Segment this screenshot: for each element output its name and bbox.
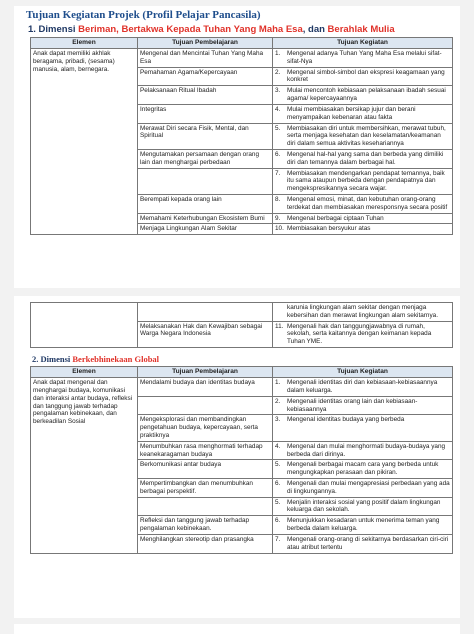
item-text: Mengenali identitas diri dan kebiasaan-kebiasaannya dalam keluarga. [287, 379, 438, 394]
tujuan-kegiatan-cell [273, 479, 453, 498]
tujuan-kegiatan-item [275, 416, 450, 424]
tujuan-kegiatan-item [275, 304, 450, 320]
tujuan-kegiatan-cell [273, 321, 453, 347]
dimension-1-name-a: Beriman, Bertakwa Kepada Tuhan Yang Maha Esa [78, 24, 303, 35]
item-text: Membiasakan mendengarkan pendapat temannya, baik itu sama ataupun berbeda dengan pendapatnya dan mengekspresikannya secara wajar. [287, 169, 445, 193]
item-text: Membiasakan bersyukur atas [287, 225, 371, 233]
elemen-cell [31, 303, 138, 348]
tujuan-pembelajaran-cell: Pemahaman Agama/Kepercayaan [138, 67, 273, 86]
tujuan-kegiatan-item [275, 196, 450, 212]
tujuan-kegiatan-item [275, 170, 450, 193]
header-elemen: Elemen [31, 38, 138, 49]
tujuan-kegiatan-cell [273, 441, 453, 460]
tujuan-pembelajaran-cell [138, 168, 273, 194]
dimension-2-heading [14, 348, 460, 366]
tujuan-pembelajaran-cell: Menumbuhkan rasa menghormati terhadap keanekaragaman budaya [138, 441, 273, 460]
item-number: 5. [275, 461, 281, 469]
item-number: 6. [275, 150, 281, 158]
item-number: 7. [275, 169, 281, 177]
item-text: Mengenal berbagai ciptaan Tuhan [287, 214, 384, 222]
page-2 [14, 296, 460, 618]
item-text: karunia lingkungan alam sekitar dengan menjaga kebersihan dan merawat lingkungan alam sekitarnya. [287, 304, 438, 319]
tujuan-kegiatan-item [275, 50, 450, 66]
tujuan-kegiatan-cell [273, 49, 453, 68]
item-text: Mengenali dan mulai mengapresiasi perbedaan yang ada di lingkungannya. [287, 480, 450, 495]
tujuan-kegiatan-cell [273, 104, 453, 123]
item-number: 4. [275, 442, 281, 450]
tujuan-pembelajaran-cell: Berempati kepada orang lain [138, 195, 273, 214]
tujuan-pembelajaran-cell [138, 497, 273, 516]
item-number: 5. [275, 498, 281, 506]
item-number: 11. [275, 322, 284, 330]
item-text: Mengenali orang-orang di sekitarnya berdasarkan ciri-ciri atau atribut tertentu [287, 535, 449, 551]
tujuan-kegiatan-cell [273, 303, 453, 322]
page-1 [14, 6, 460, 288]
tujuan-pembelajaran-cell: Menghilangkan stereotip dan prasangka [138, 534, 273, 553]
item-number: 3. [275, 87, 281, 95]
tujuan-pembelajaran-cell: Mengutamakan persamaan dengan orang lain dan menghargai perbedaan [138, 149, 273, 168]
tujuan-kegiatan-item [275, 461, 450, 477]
table-row [31, 49, 453, 68]
item-number: 3. [275, 416, 281, 424]
item-text: Mengenali hak dan tanggungjawabnya di rumah, sekolah, serta kaitannya dengan keimanan kepada Tuhan YME. [287, 322, 432, 346]
item-text: Mengenali identitas orang lain dan kebiasaan-kebiasaannya [287, 397, 418, 413]
table-dimension-2 [30, 366, 453, 553]
tujuan-kegiatan-item [275, 443, 450, 459]
tujuan-kegiatan-item [275, 69, 450, 85]
page-title: Tujuan Kegiatan Projek (Profil Pelajar Pancasila) [26, 9, 261, 21]
item-number [275, 304, 287, 320]
item-number: 6. [275, 517, 281, 525]
tujuan-kegiatan-cell [273, 516, 453, 535]
tujuan-pembelajaran-cell: Mendalami budaya dan identitas budaya [138, 378, 273, 397]
item-text: Menunjukkan kesadaran untuk menerima teman yang berbeda dalam keluarga. [287, 517, 440, 533]
tujuan-pembelajaran-cell: Menjaga Lingkungan Alam Sekitar [138, 224, 273, 235]
table-dimension-1 [30, 37, 453, 235]
table-dimension-1-continued [30, 302, 453, 348]
tujuan-kegiatan-cell [273, 396, 453, 415]
tujuan-kegiatan-cell [273, 378, 453, 397]
tujuan-kegiatan-item [275, 106, 450, 122]
tujuan-kegiatan-cell [273, 224, 453, 235]
tujuan-pembelajaran-cell: Berkomunikasi antar budaya [138, 460, 273, 479]
item-number: 10. [275, 225, 284, 233]
tujuan-kegiatan-item [275, 87, 450, 103]
tujuan-kegiatan-item [275, 215, 450, 223]
dimension-2-name: Berkebhinekaan Global [72, 354, 160, 365]
tujuan-kegiatan-cell [273, 67, 453, 86]
tujuan-kegiatan-cell [273, 460, 453, 479]
table-header-row [31, 367, 453, 378]
item-text: Mengenal identitas budaya yang berbeda [287, 416, 405, 424]
header-tujuan-pembelajaran: Tujuan Pembelajaran [138, 38, 273, 49]
item-text: Mengenal emosi, minat, dan kebutuhan orang-orang terdekat dan membiasakan meresponsnya secara positif [287, 196, 448, 211]
tujuan-kegiatan-cell [273, 168, 453, 194]
item-number: 1. [275, 50, 281, 58]
header-tujuan-kegiatan: Tujuan Kegiatan [273, 367, 453, 378]
dimension-1-name-b: Berahlak Mulia [327, 24, 395, 35]
table-row [31, 378, 453, 397]
tujuan-kegiatan-item [275, 225, 450, 233]
tujuan-kegiatan-item [275, 323, 450, 346]
tujuan-kegiatan-cell [273, 195, 453, 214]
tujuan-kegiatan-item [275, 517, 450, 533]
item-number: 4. [275, 105, 281, 113]
table-header-row [31, 38, 453, 49]
item-number: 7. [275, 535, 281, 543]
table-row [31, 303, 453, 322]
tujuan-pembelajaran-cell: Mengenal dan Mencintai Tuhan Yang Maha Esa [138, 49, 273, 68]
item-text: Mengenal adanya Tuhan Yang Maha Esa melalui sifat-sifat-Nya [287, 50, 442, 65]
item-text: Mengenal hal-hal yang sama dan berbeda yang dimiliki diri dan temannya dalam berbagai hal. [287, 150, 444, 166]
tujuan-kegiatan-cell [273, 123, 453, 149]
tujuan-pembelajaran-cell: Melaksanakan Hak dan Kewajiban sebagai Warga Negara Indonesia [138, 321, 273, 347]
item-text: Mulai membiasakan bersikap jujur dan berani menyampaikan kebenaran atau fakta [287, 105, 416, 121]
tujuan-pembelajaran-cell [138, 396, 273, 415]
item-number: 8. [275, 196, 281, 204]
tujuan-kegiatan-cell [273, 534, 453, 553]
dimension-1-prefix: 1. Dimensi [28, 24, 79, 35]
item-text: Mengenali berbagai macam cara yang berbeda untuk mengungkapkan perasaan dan pikiran. [287, 461, 439, 477]
dimension-1-connector: , dan [302, 24, 328, 35]
tujuan-pembelajaran-cell [138, 303, 273, 322]
header-elemen: Elemen [31, 367, 138, 378]
header-tujuan-kegiatan: Tujuan Kegiatan [273, 38, 453, 49]
item-text: Mengenal simbol-simbol dan ekspresi keagamaan yang konkret [287, 68, 445, 84]
tujuan-kegiatan-cell [273, 86, 453, 105]
dimension-1-heading [14, 21, 460, 37]
item-number: 9. [275, 214, 281, 222]
tujuan-kegiatan-cell [273, 149, 453, 168]
tujuan-pembelajaran-cell: Integritas [138, 104, 273, 123]
item-text: Mulai mencontoh kebiasaan pelaksanaan ibadah sesuai agama/ kepercayaannya [287, 87, 446, 103]
elemen-cell: Anak dapat mengenal dan menghargai budaya, komunikasi dan interaksi antar budaya, refleksi dan tanggung jawab terhadap pengalaman kebinekaan, dan berkeadilan Sosial [31, 378, 138, 553]
tujuan-kegiatan-item [275, 480, 450, 496]
tujuan-kegiatan-cell [273, 213, 453, 224]
tujuan-kegiatan-cell [273, 497, 453, 516]
tujuan-kegiatan-item [275, 151, 450, 167]
item-number: 2. [275, 397, 281, 405]
header-tujuan-pembelajaran: Tujuan Pembelajaran [138, 367, 273, 378]
item-number: 5. [275, 124, 281, 132]
tujuan-kegiatan-item [275, 536, 450, 552]
item-number: 1. [275, 379, 281, 387]
dimension-2-prefix: 2. Dimensi [32, 354, 73, 365]
item-text: Menjalin interaksi sosial yang positif dalam lingkungan keluarga dan sekolah. [287, 498, 441, 514]
tujuan-kegiatan-item [275, 379, 450, 395]
tujuan-kegiatan-cell [273, 415, 453, 441]
tujuan-pembelajaran-cell: Memahami Keterhubungan Ekosistem Bumi [138, 213, 273, 224]
item-text: Membiasakan diri untuk membersihkan, merawat tubuh, serta menjaga kesehatan dan keselamatan/keamanan diri dalam semua aktivitas kesehariannya [287, 124, 446, 148]
tujuan-kegiatan-item [275, 398, 450, 414]
tujuan-pembelajaran-cell: Mempertimbangkan dan menumbuhkan berbagai perspektif. [138, 479, 273, 498]
item-number: 2. [275, 68, 281, 76]
tujuan-pembelajaran-cell: Merawat Diri secara Fisik, Mental, dan Spiritual [138, 123, 273, 149]
tujuan-pembelajaran-cell: Refleksi dan tanggung jawab terhadap pengalaman kebinekaan. [138, 516, 273, 535]
page-3-top-edge [14, 624, 460, 634]
tujuan-pembelajaran-cell: Pelaksanaan Ritual Ibadah [138, 86, 273, 105]
tujuan-kegiatan-item [275, 125, 450, 148]
elemen-cell: Anak dapat memiliki akhlak beragama, pribadi, (sesama) manusia, alam, bernegara. [31, 49, 138, 235]
tujuan-kegiatan-item [275, 499, 450, 515]
tujuan-pembelajaran-cell: Mengeksplorasi dan membandingkan pengetahuan budaya, kepercayaan, serta praktiknya [138, 415, 273, 441]
item-number: 6. [275, 480, 281, 488]
item-text: Mengenal dan mulai menghormati budaya-budaya yang berbeda dari dirinya. [287, 442, 446, 458]
